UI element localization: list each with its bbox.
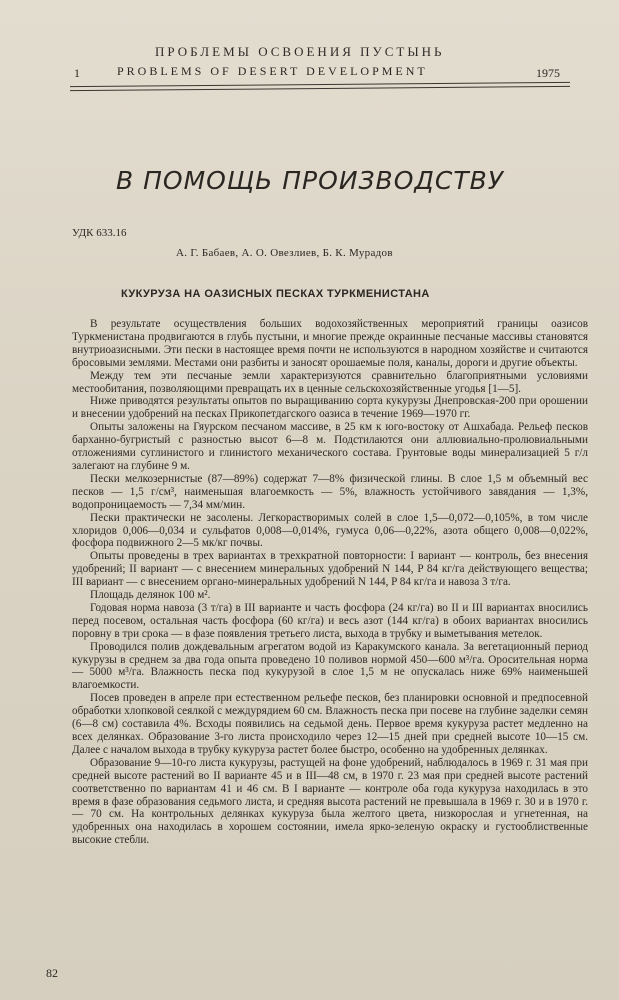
journal-year: 1975 — [536, 66, 560, 80]
paragraph: Опыты заложены на Гяурском песчаном массиве, в 25 км к юго-востоку от Ашхабада. Рельеф песков барханно-бугристый с разностью высот 6—8 м. Подстилаются они аллювиально-пролювиальными отложениями суглинистого и глинистого механического состава. Грунтовые воды минерализацией 5 г/л залегают на глубине 9 м. — [72, 421, 588, 472]
paragraph: Между тем эти песчаные земли характеризуются сравнительно благоприятными условиями местообитания, позволяющими превращать их в ценные сельскохозяйственные угодья [1—5]. — [72, 369, 588, 395]
journal-title-ru: ПРОБЛЕМЫ ОСВОЕНИЯ ПУСТЫНЬ — [155, 44, 445, 59]
article-body — [72, 318, 588, 847]
page-number: 82 — [46, 966, 58, 980]
paragraph: Годовая норма навоза (3 т/га) в III варианте и часть фосфора (24 кг/га) во II и III вариантах вносились перед посевом, остальная часть фосфора (60 кг/га) и весь азот (144 кг/га) в обоих вариантах вносились поровну в три срока — в фазе появления третьего листа, выхода в трубку и выметывания метелок. — [72, 601, 588, 640]
paragraph: Площадь делянок 100 м². — [90, 589, 211, 602]
udk-code: УДК 633.16 — [72, 227, 127, 239]
paragraph: Посев проведен в апреле при естественном рельефе песков, без планировки основной и предпосевной обработки хлопковой сеялкой с междурядием 60 см. Влажность песка при посеве на глубине заделки семян (6—8 см) составила 4%. Всходы появились на седьмой день. Первое время кукуруза растет медленно на всех делянках. Образование 3-го листа происходило через 12—15 дней при средней высоте 10—15 см. Далее с началом выхода в трубку кукуруза растет более быстро, особенно на удобренных делянках. — [72, 692, 588, 756]
paragraph: Образование 9—10-го листа кукурузы, растущей на фоне удобрений, наблюдалось в 1969 г. 31 мая при средней высоте растений во II варианте 45 и в III—48 см, в 1970 г. 23 мая при средней высоте растений соответственно по вариантам 41 и 46 см. В I варианте — контроле оба года кукуруза находилась в это время в фазе образования седьмого листа, и средняя высота растений не превышала в 1969 г. 30 и в 1970 г. — 70 см. На контрольных делянках кукуруза была желтого цвета, низкорослая и угнетенная, на удобренных она находилась в хорошем состоянии, имела ярко-зеленую окраску и густооблиственные высокие стебли. — [72, 756, 588, 847]
article-title: КУКУРУЗА НА ОАЗИСНЫХ ПЕСКАХ ТУРКМЕНИСТАНА — [121, 288, 430, 300]
paragraph: Пески мелкозернистые (87—89%) содержат 7—8% физической глины. В слое 1,5 м объемный вес песков — 1,5 г/см³, наименьшая влагоемкость — 5%, влажность устойчивого завядания — 1,3%, водопроницаемость — 7,34 мм/мин. — [72, 472, 588, 511]
paragraph: В результате осуществления больших водохозяйственных мероприятий границы оазисов Туркменистана продвигаются в глубь пустыни, и многие прежде окраинные песчаные массивы становятся внутриоазисными. Эти пески в настоящее время почти не используются в народном хозяйстве и считаются бросовыми землями. Местами они разбиты и заносят орошаемые поля, каналы, дороги и другие объекты. — [72, 318, 588, 369]
paragraph: Опыты проведены в трех вариантах в трехкратной повторности: I вариант — контроль, без внесения удобрений; II вариант — с внесением минеральных удобрений N 144, P 84 кг/га действующего вещества; III вариант — с внесением органо-минеральных удобрений N 144, P 84 кг/га и навоза 3 т/га. — [72, 550, 588, 589]
header-rule-thin — [70, 86, 570, 91]
journal-title-en: PROBLEMS OF DESERT DEVELOPMENT — [117, 64, 428, 78]
section-heading: В ПОМОЩЬ ПРОИЗВОДСТВУ — [116, 166, 505, 195]
article-authors: А. Г. Бабаев, А. О. Овезлиев, Б. К. Мурадов — [176, 247, 393, 259]
paragraph: Ниже приводятся результаты опытов по выращиванию сорта кукурузы Днепровская-200 при орошении и внесении удобрений на песках Прикопетдагского оазиса в течение 1969—1970 гг. — [72, 395, 588, 421]
paragraph: Пески практически не засолены. Легкорастворимых солей в слое 1,5—0,072—0,105%, в том числе хлоридов 0,006—0,034 и сульфатов 0,008—0,014%, гумуса 0,06—0,22%, азота общего 0,008—0,022%, фосфора подвижного 2—5 мк/кг почвы. — [72, 511, 588, 550]
issue-number: 1 — [74, 66, 80, 80]
paragraph: Проводился полив дождевальным агрегатом водой из Каракумского канала. За вегетационный период кукурузы в среднем за два года опыта проведено 10 поливов нормой 450—600 м³/га. Оросительная норма — 5000 м³/га. Влажность песка под кукурузой в слое 1,5 м не опускалась ниже 69% наименьшей влагоемкости. — [72, 640, 588, 692]
